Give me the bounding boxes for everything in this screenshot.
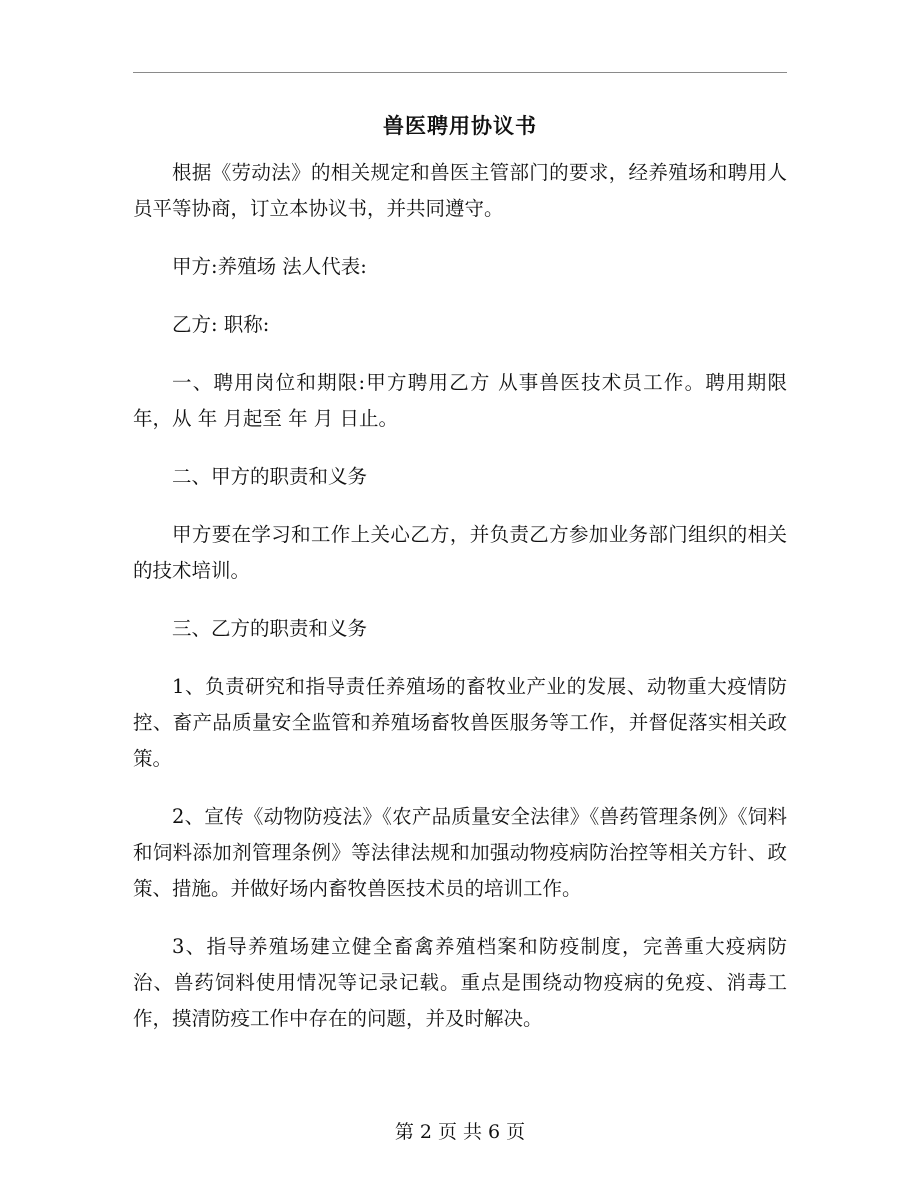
paragraph-party-b: 乙方: 职称: (172, 313, 270, 336)
paragraph-duty-3: 3、指导养殖场建立健全畜禽养殖档案和防疫制度，完善重大疫病防治、兽药饲料使用情况等记录记载。重点是围绕动物疫病的免疫、消毒工作，摸清防疫工作中存在的问题，并及时解决。 (133, 935, 787, 1030)
page-indicator: 第 2 页 共 6 页 (394, 1121, 526, 1143)
paragraph-intro: 根据《劳动法》的相关规定和兽医主管部门的要求，经养殖场和聘用人员平等协商，订立本协议书，并共同遵守。 (133, 161, 787, 220)
document-title: 兽医聘用协议书 (383, 113, 537, 138)
heading-party-b-duties: 三、乙方的职责和义务 (172, 617, 368, 640)
paragraph-party-a: 甲方:养殖场 法人代表: (172, 255, 367, 278)
header-rule (133, 72, 787, 73)
paragraph-duty-2: 2、宣传《动物防疫法》《农产品质量安全法律》《兽药管理条例》《饲料和饲料添加剂管理条例》等法律法规和加强动物疫病防治控等相关方针、政策、措施。并做好场内畜牧兽医技术员的培训工作。 (133, 805, 787, 900)
paragraph-duty-1: 1、负责研究和指导责任养殖场的畜牧业产业的发展、动物重大疫情防控、畜产品质量安全监管和养殖场畜牧兽医服务等工作，并督促落实相关政策。 (133, 675, 787, 770)
paragraph-party-a-duties: 甲方要在学习和工作上关心乙方，并负责乙方参加业务部门组织的相关的技术培训。 (133, 523, 787, 582)
heading-party-a-duties: 二、甲方的职责和义务 (172, 465, 368, 488)
paragraph-position-term: 一、聘用岗位和期限:甲方聘用乙方 从事兽医技术员工作。聘用期限 年，从 年 月起至 年 月 日止。 (133, 371, 794, 430)
document-body (133, 155, 794, 1059)
